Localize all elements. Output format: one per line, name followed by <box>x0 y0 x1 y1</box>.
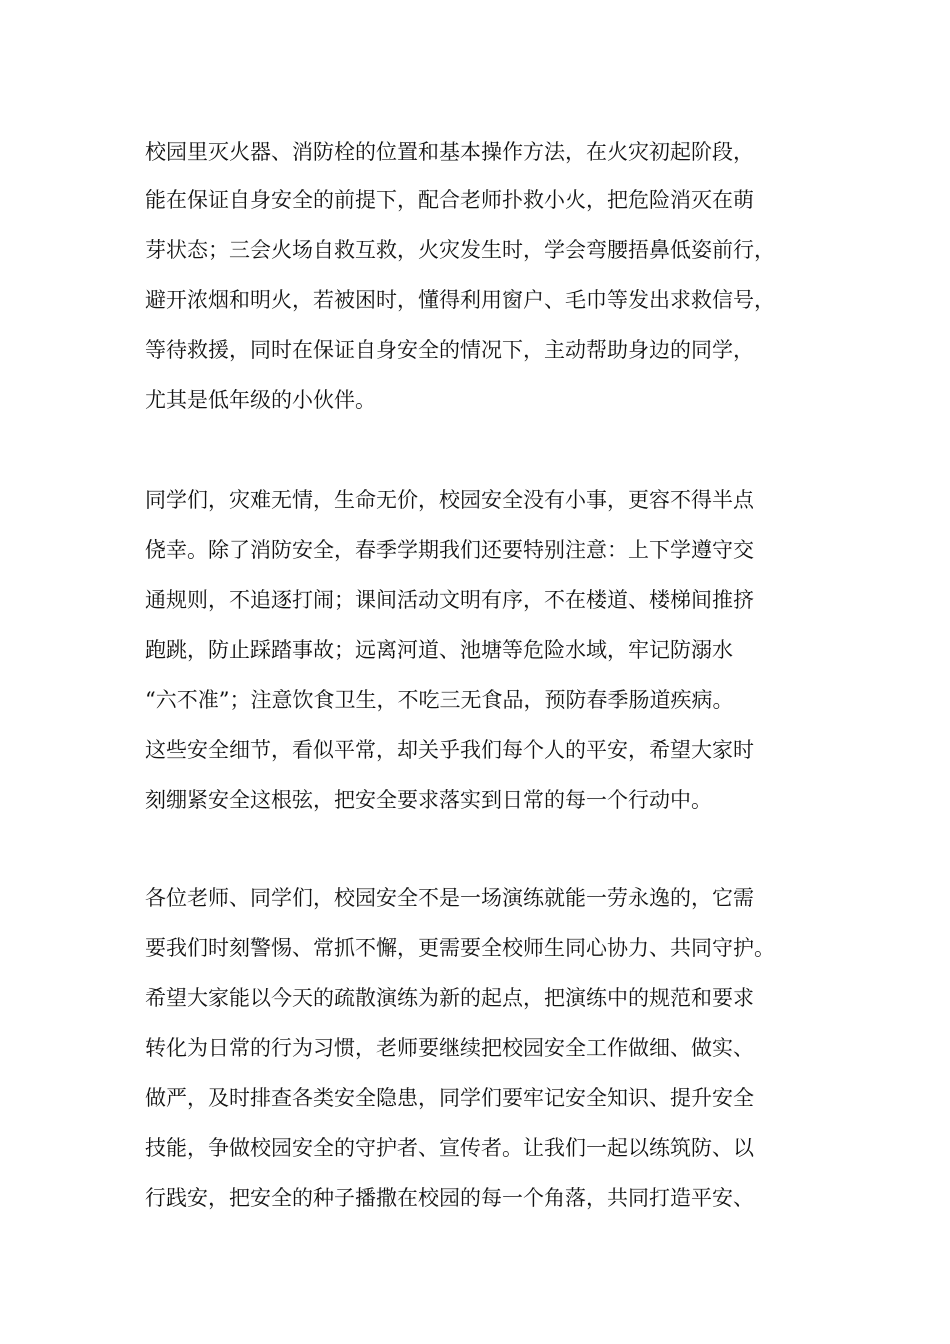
text-line: 芽状态；三会火场自救互救，火灾发生时，学会弯腰捂鼻低姿前行， <box>145 238 775 262</box>
text-line: 希望大家能以今天的疏散演练为新的起点，把演练中的规范和要求 <box>145 986 754 1010</box>
text-line: 通规则，不追逐打闹；课间活动文明有序，不在楼道、楼梯间推挤 <box>145 588 754 612</box>
text-line: 跑跳，防止踩踏事故；远离河道、池塘等危险水域，牢记防溺水 <box>145 638 733 662</box>
text-line: 转化为日常的行为习惯，老师要继续把校园安全工作做细、做实、 <box>145 1036 754 1060</box>
text-line: 能在保证自身安全的前提下，配合老师扑救小火，把危险消灭在萌 <box>145 188 754 212</box>
text-line: “六不准”；注意饮食卫生，不吃三无食品，预防春季肠道疾病。 <box>145 688 734 712</box>
text-line: 这些安全细节，看似平常，却关乎我们每个人的平安，希望大家时 <box>145 738 754 762</box>
text-line: 技能，争做校园安全的守护者、宣传者。让我们一起以练筑防、以 <box>145 1136 754 1160</box>
text-line: 尤其是低年级的小伙伴。 <box>145 388 376 412</box>
text-line: 校园里灭火器、消防栓的位置和基本操作方法，在火灾初起阶段， <box>145 140 754 164</box>
text-line: 行践安，把安全的种子播撒在校园的每一个角落，共同打造平安、 <box>145 1186 754 1210</box>
text-line: 做严，及时排查各类安全隐患，同学们要牢记安全知识、提升安全 <box>145 1086 754 1110</box>
text-line: 各位老师、同学们，校园安全不是一场演练就能一劳永逸的，它需 <box>145 886 754 910</box>
text-line: 要我们时刻警惕、常抓不懈，更需要全校师生同心协力、共同守护。 <box>145 936 775 960</box>
text-line: 侥幸。除了消防安全，春季学期我们还要特别注意：上下学遵守交 <box>145 538 754 562</box>
text-line: 避开浓烟和明火，若被困时，懂得利用窗户、毛巾等发出求救信号， <box>145 288 775 312</box>
text-line: 刻绷紧安全这根弦，把安全要求落实到日常的每一个行动中。 <box>145 788 712 812</box>
text-line: 同学们，灾难无情，生命无价，校园安全没有小事，更容不得半点 <box>145 488 754 512</box>
text-line: 等待救援，同时在保证自身安全的情况下，主动帮助身边的同学， <box>145 338 754 362</box>
